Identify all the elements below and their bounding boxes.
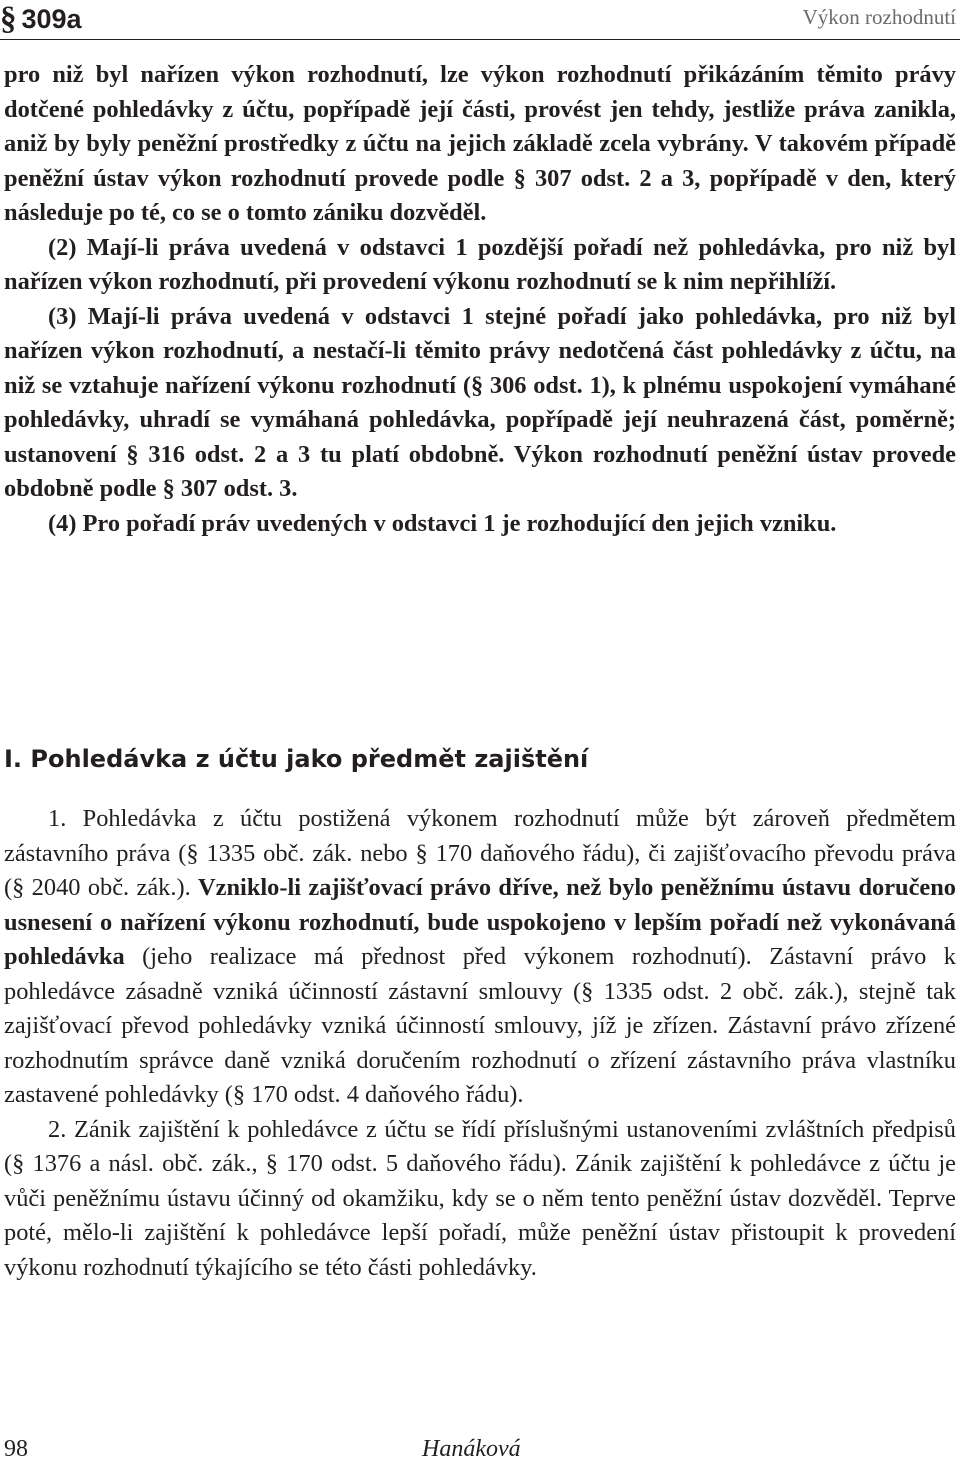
page-header [0,0,960,44]
header-divider [0,39,960,40]
statute-paragraph-2: (2) Mají-li práva uvedená v odstavci 1 pozdější pořadí než pohledávka, pro niž byl nařízen výkon rozhodnutí, při provedení výkonu rozhodnutí se k nim nepřihlíží. [4,233,956,295]
author-name: Hanáková [422,1436,521,1462]
section-symbol: § [0,0,17,37]
statute-paragraph-3: (3) Mají-li práva uvedená v odstavci 1 stejné pořadí jako pohledávka, pro niž byl nařízen výkon rozhodnutí, a nestačí-li těmito právy nedotčená část pohledávky z účtu, na niž se vztahuje nařízení výkonu rozhodnutí (§ 306 odst. 1), k plnému uspokojení vymáhané pohledávky, uhradí se vymáhaná pohledávka, popřípadě její neuhrazená část, poměrně; ustanovení § 316 odst. 2 a 3 tu platí obdobně. Výkon rozhodnutí peněžní ústav provede obdobně podle § 307 odst. 3. [4,302,956,502]
section-heading: I. Pohledávka z účtu jako předmět zajištění [4,745,589,773]
commentary-paragraph-2: 2. Zánik zajištění k pohledávce z účtu se řídí příslušnými ustanoveními zvláštních předpisů (§ 1376 a násl. obč. zák., § 170 odst. 5 daňového řádu). Zánik zajištění k pohledávce z účtu je vůči peněžnímu ústavu účinný od okamžiku, kdy se o něm tento peněžní ústav dozvěděl. Teprve poté, mělo-li zajištění k pohledávce lepší pořadí, může peněžní ústav přistoupit k provedení výkonu rozhodnutí týkajícího se této části pohledávky. [4,1115,956,1281]
running-title: Výkon rozhodnutí [802,5,956,29]
commentary-1-emphasis: Vzniklo-li zajišťovací právo dříve, než bylo peněžnímu ústavu doručeno usnesení o nařízení výkonu rozhodnutí, bude uspokojeno v lepším pořadí než vykonávaná pohledávka [4,874,957,970]
section-number: 309a [21,3,82,34]
commentary-1-rest: (jeho realizace má přednost před výkonem rozhodnutí). Zástavní právo k pohledávce zásadně vzniká účinností zástavní smlouvy (§ 1335 odst. 2 obč. zák.), stejně tak zajišťovací převod pohledávky vzniká účinností smlouvy, jíž je zřízen. Zástavní právo zřízené rozhodnutím správce daně vzniká doručením rozhodnutí o zřízení zástavního práva vlastníku zastavené pohledávky (§ 170 odst. 4 daňového řádu). [4,943,956,1108]
commentary-1-intro: 1. Pohledávka z účtu postižená výkonem rozhodnutí může být zároveň předmětem zástavního práva (§ 1335 obč. zák. nebo § 170 daňového řádu), či zajišťovacího převodu práva (§ 2040 obč. zák.). [4,805,956,901]
commentary-paragraph-1 [4,802,956,1113]
statute-paragraph-continuation: pro niž byl nařízen výkon rozhodnutí, lze výkon rozhodnutí přikázáním těmito právy dotčené pohledávky z účtu, popřípadě její části, provést jen tehdy, jestliže práva zanikla, aniž by byly peněžní prostředky z účtu na jejich základě zcela vybrány. V takovém případě peněžní ústav výkon rozhodnutí provede podle § 307 odst. 2 a 3, popřípadě v den, který následuje po té, co se o tomto zániku dozvěděl. [4,61,956,226]
page-number: 98 [4,1436,28,1462]
commentary-text [4,802,956,1285]
section-marker [0,0,82,38]
statute-paragraph-4: (4) Pro pořadí práv uvedených v odstavci 1 je rozhodující den jejich vzniku. [48,509,837,537]
statute-text [4,58,956,541]
